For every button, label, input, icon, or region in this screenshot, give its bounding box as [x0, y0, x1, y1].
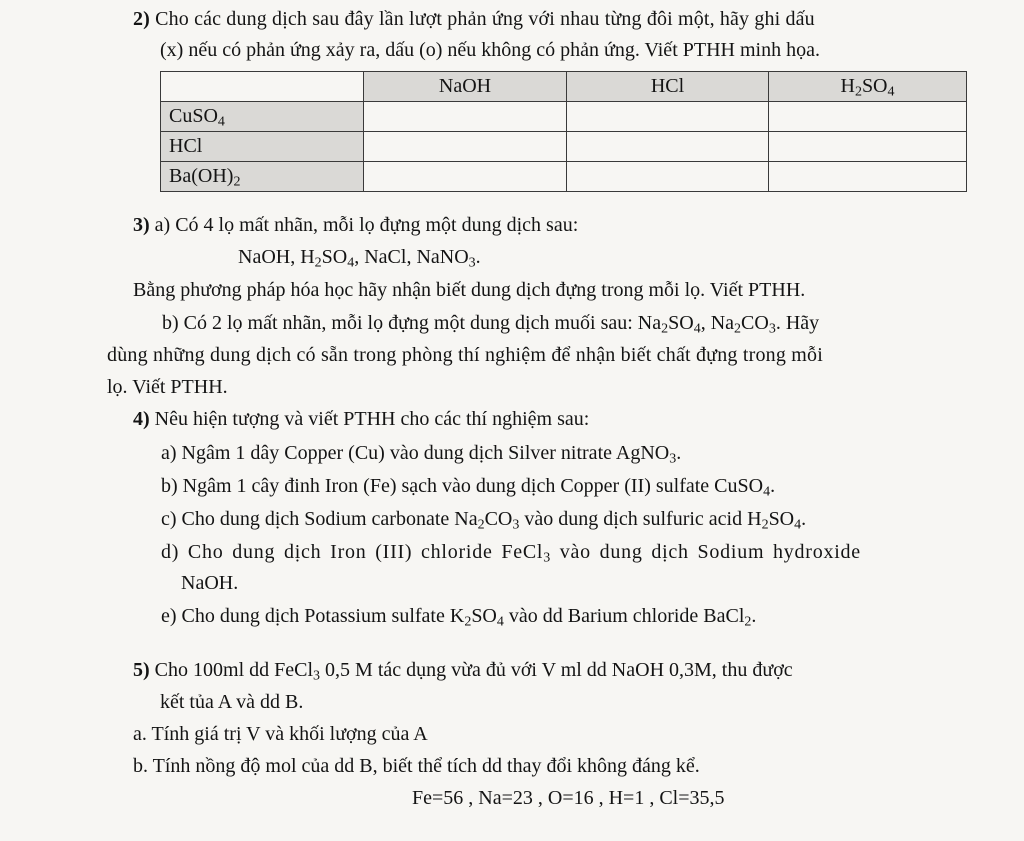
header-naoh: NaOH	[364, 72, 567, 102]
q4-item-b: b) Ngâm 1 cây đinh Iron (Fe) sạch vào dung dịch Copper (II) sulfate CuSO$_4$.	[161, 475, 776, 500]
q3-a-list: NaOH, $H_2SO_4$, NaCl, NaNO$_3$.	[238, 246, 481, 271]
table-corner-cell	[161, 72, 364, 102]
q2-line-1	[133, 6, 815, 32]
q5-number: 5)	[133, 659, 150, 681]
q4-title: Nêu hiện tượng và viết PTHH cho các thí nghiệm sau:	[154, 408, 590, 430]
table-row	[161, 162, 967, 192]
q3-b-line-1: b) Có 2 lọ mất nhãn, mỗi lọ đựng một dung dịch muối sau: $Na_2SO_4$, $Na_2CO_3$. Hãy	[162, 312, 820, 337]
q5-text-1: Cho 100ml dd FeCl$_3$ 0,5 M tác dụng vừa đủ với V ml dd NaOH 0,3M, thu được	[154, 659, 793, 684]
q3-line-1	[133, 212, 578, 238]
row-header-baoh2: $Ba(OH)_2$	[161, 162, 364, 192]
table-cell	[364, 132, 567, 162]
q5-part-b: b. Tính nồng độ mol của dd B, biết thể tích dd thay đổi không đáng kể.	[133, 755, 700, 777]
table-cell	[364, 102, 567, 132]
row-header-cuso4: CuSO$_4$	[161, 102, 364, 132]
row-header-hcl: HCl	[161, 132, 364, 162]
q5-part-a: a. Tính giá trị V và khối lượng của A	[133, 723, 428, 745]
header-hcl: HCl	[567, 72, 769, 102]
q5-line-2: kết tủa A và dd B.	[160, 691, 304, 713]
reaction-table	[160, 71, 967, 192]
q4-item-d: d) Cho dung dịch Iron (III) chloride FeCl$_3$ vào dung dịch Sodium hydroxide	[161, 541, 861, 566]
q4-item-a: a) Ngâm 1 dây Copper (Cu) vào dung dịch Silver nitrate AgNO$_3$.	[161, 442, 682, 467]
q2-text-1: Cho các dung dịch sau đây lần lượt phản ứng với nhau từng đôi một, hãy ghi dấu	[155, 8, 815, 30]
table-cell	[567, 132, 769, 162]
q5-line-1	[133, 657, 793, 683]
q4-title-line	[133, 406, 589, 432]
table-row	[161, 132, 967, 162]
q2-number: 2)	[133, 8, 150, 30]
table-cell	[769, 162, 967, 192]
q3-number: 3)	[133, 214, 150, 236]
q3-a-text: a) Có 4 lọ mất nhãn, mỗi lọ đựng một dung dịch sau:	[154, 214, 579, 236]
table-cell	[769, 102, 967, 132]
q4-number: 4)	[133, 408, 150, 430]
q3-a-instruction: Bằng phương pháp hóa học hãy nhận biết dung dịch đựng trong mỗi lọ. Viết PTHH.	[133, 279, 806, 301]
table-cell	[567, 102, 769, 132]
header-h2so4: $H_2SO_4$	[769, 72, 967, 102]
q4-item-c: c) Cho dung dịch Sodium carbonate $Na_2CO_3$ vào dung dịch sulfuric acid $H_2SO_4$.	[161, 508, 807, 533]
table-cell	[364, 162, 567, 192]
atomic-masses: Fe=56 , Na=23 , O=16 , H=1 , Cl=35,5	[412, 787, 725, 809]
table-row	[161, 102, 967, 132]
table-cell	[769, 132, 967, 162]
table-cell	[567, 162, 769, 192]
q4-item-d-continued: NaOH.	[181, 572, 239, 594]
q2-line-2: (x) nếu có phản ứng xảy ra, dấu (o) nếu không có phản ứng. Viết PTHH minh họa.	[160, 39, 820, 61]
q4-item-e: e) Cho dung dịch Potassium sulfate $K_2SO_4$ vào dd Barium chloride BaCl$_2$.	[161, 605, 757, 630]
q3-b-line-3: lọ. Viết PTHH.	[107, 376, 228, 398]
q3-b-line-2: dùng những dung dịch có sẵn trong phòng thí nghiệm để nhận biết chất đựng trong mỗi	[107, 344, 823, 366]
table-header-row	[161, 72, 967, 102]
